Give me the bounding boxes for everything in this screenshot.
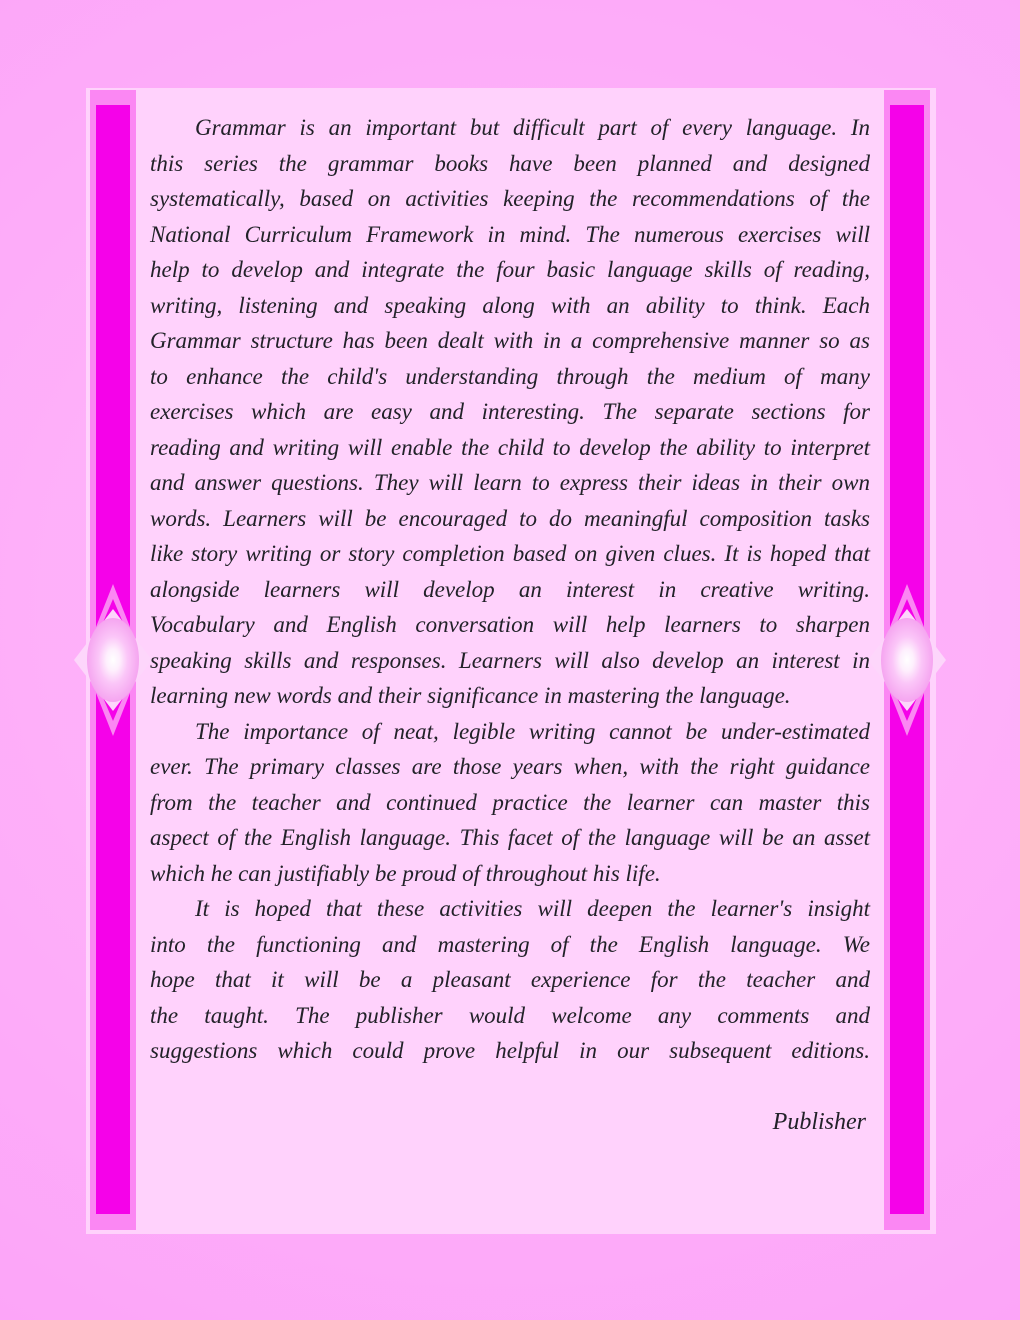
text-line: into the functioning and mastering of the English language. We [150,931,870,957]
text-line: help to develop and integrate the four basic language skills of reading, [150,257,870,282]
text-line: which he can justifiably be proud of throughout his life. [150,860,661,886]
text-line: It is hoped that these activities will deepen the learner's insight [195,896,870,921]
text-line: The importance of neat, legible writing cannot be under-estimated [195,718,870,744]
text-line: alongside learners will develop an interest in creative writing. [150,576,870,602]
preface-paragraphs [150,110,870,1069]
text-line: like story writing or story completion based on given clues. It is hoped that [150,541,870,566]
right-border-stripe [884,90,930,1230]
text-line: reading and writing will enable the child to develop the ability to interpret [150,434,870,460]
left-ornament-glow [87,618,139,702]
text-line: words. Learners will be encouraged to do meaningful composition tasks [150,505,870,531]
text-line: the taught. The publisher would welcome any comments and [150,1002,870,1028]
text-line: Grammar structure has been dealt with in a comprehensive manner so as [150,328,870,353]
text-line: hope that it will be a pleasant experience for the teacher and [150,967,870,992]
text-line: aspect of the English language. This facet of the language will be an asset [150,825,870,850]
text-line: ever. The primary classes are those years when, with the right guidance [150,754,870,779]
text-line: Vocabulary and English conversation will help learners to sharpen [150,612,870,637]
paragraph-1 [150,110,870,714]
left-border-stripe [90,90,136,1230]
paragraph-2 [150,714,870,892]
text-line: and answer questions. They will learn to express their ideas in their own [150,470,870,495]
text-line: Grammar is an important but difficult part of every language. In [195,115,870,140]
text-line: National Curriculum Framework in mind. The numerous exercises will [150,221,870,247]
text-line: from the teacher and continued practice the learner can master this [150,789,870,815]
publisher-signature: Publisher [772,1108,866,1135]
right-ornament-glow [881,618,933,702]
text-line: to enhance the child's understanding through the medium of many [150,363,870,389]
text-line: writing, listening and speaking along with an ability to think. Each [150,292,870,318]
text-line: learning new words and their significance in mastering the language. [150,683,791,708]
preface-text [150,110,870,1140]
text-line: suggestions which could prove helpful in our subsequent editions. [150,1038,870,1063]
text-line: systematically, based on activities keeping the recommendations of the [150,186,870,211]
paragraph-3 [150,891,870,1069]
text-line: this series the grammar books have been planned and designed [150,150,870,176]
text-line: exercises which are easy and interesting. The separate sections for [150,399,870,424]
text-line: speaking skills and responses. Learners will also develop an interest in [150,647,870,673]
